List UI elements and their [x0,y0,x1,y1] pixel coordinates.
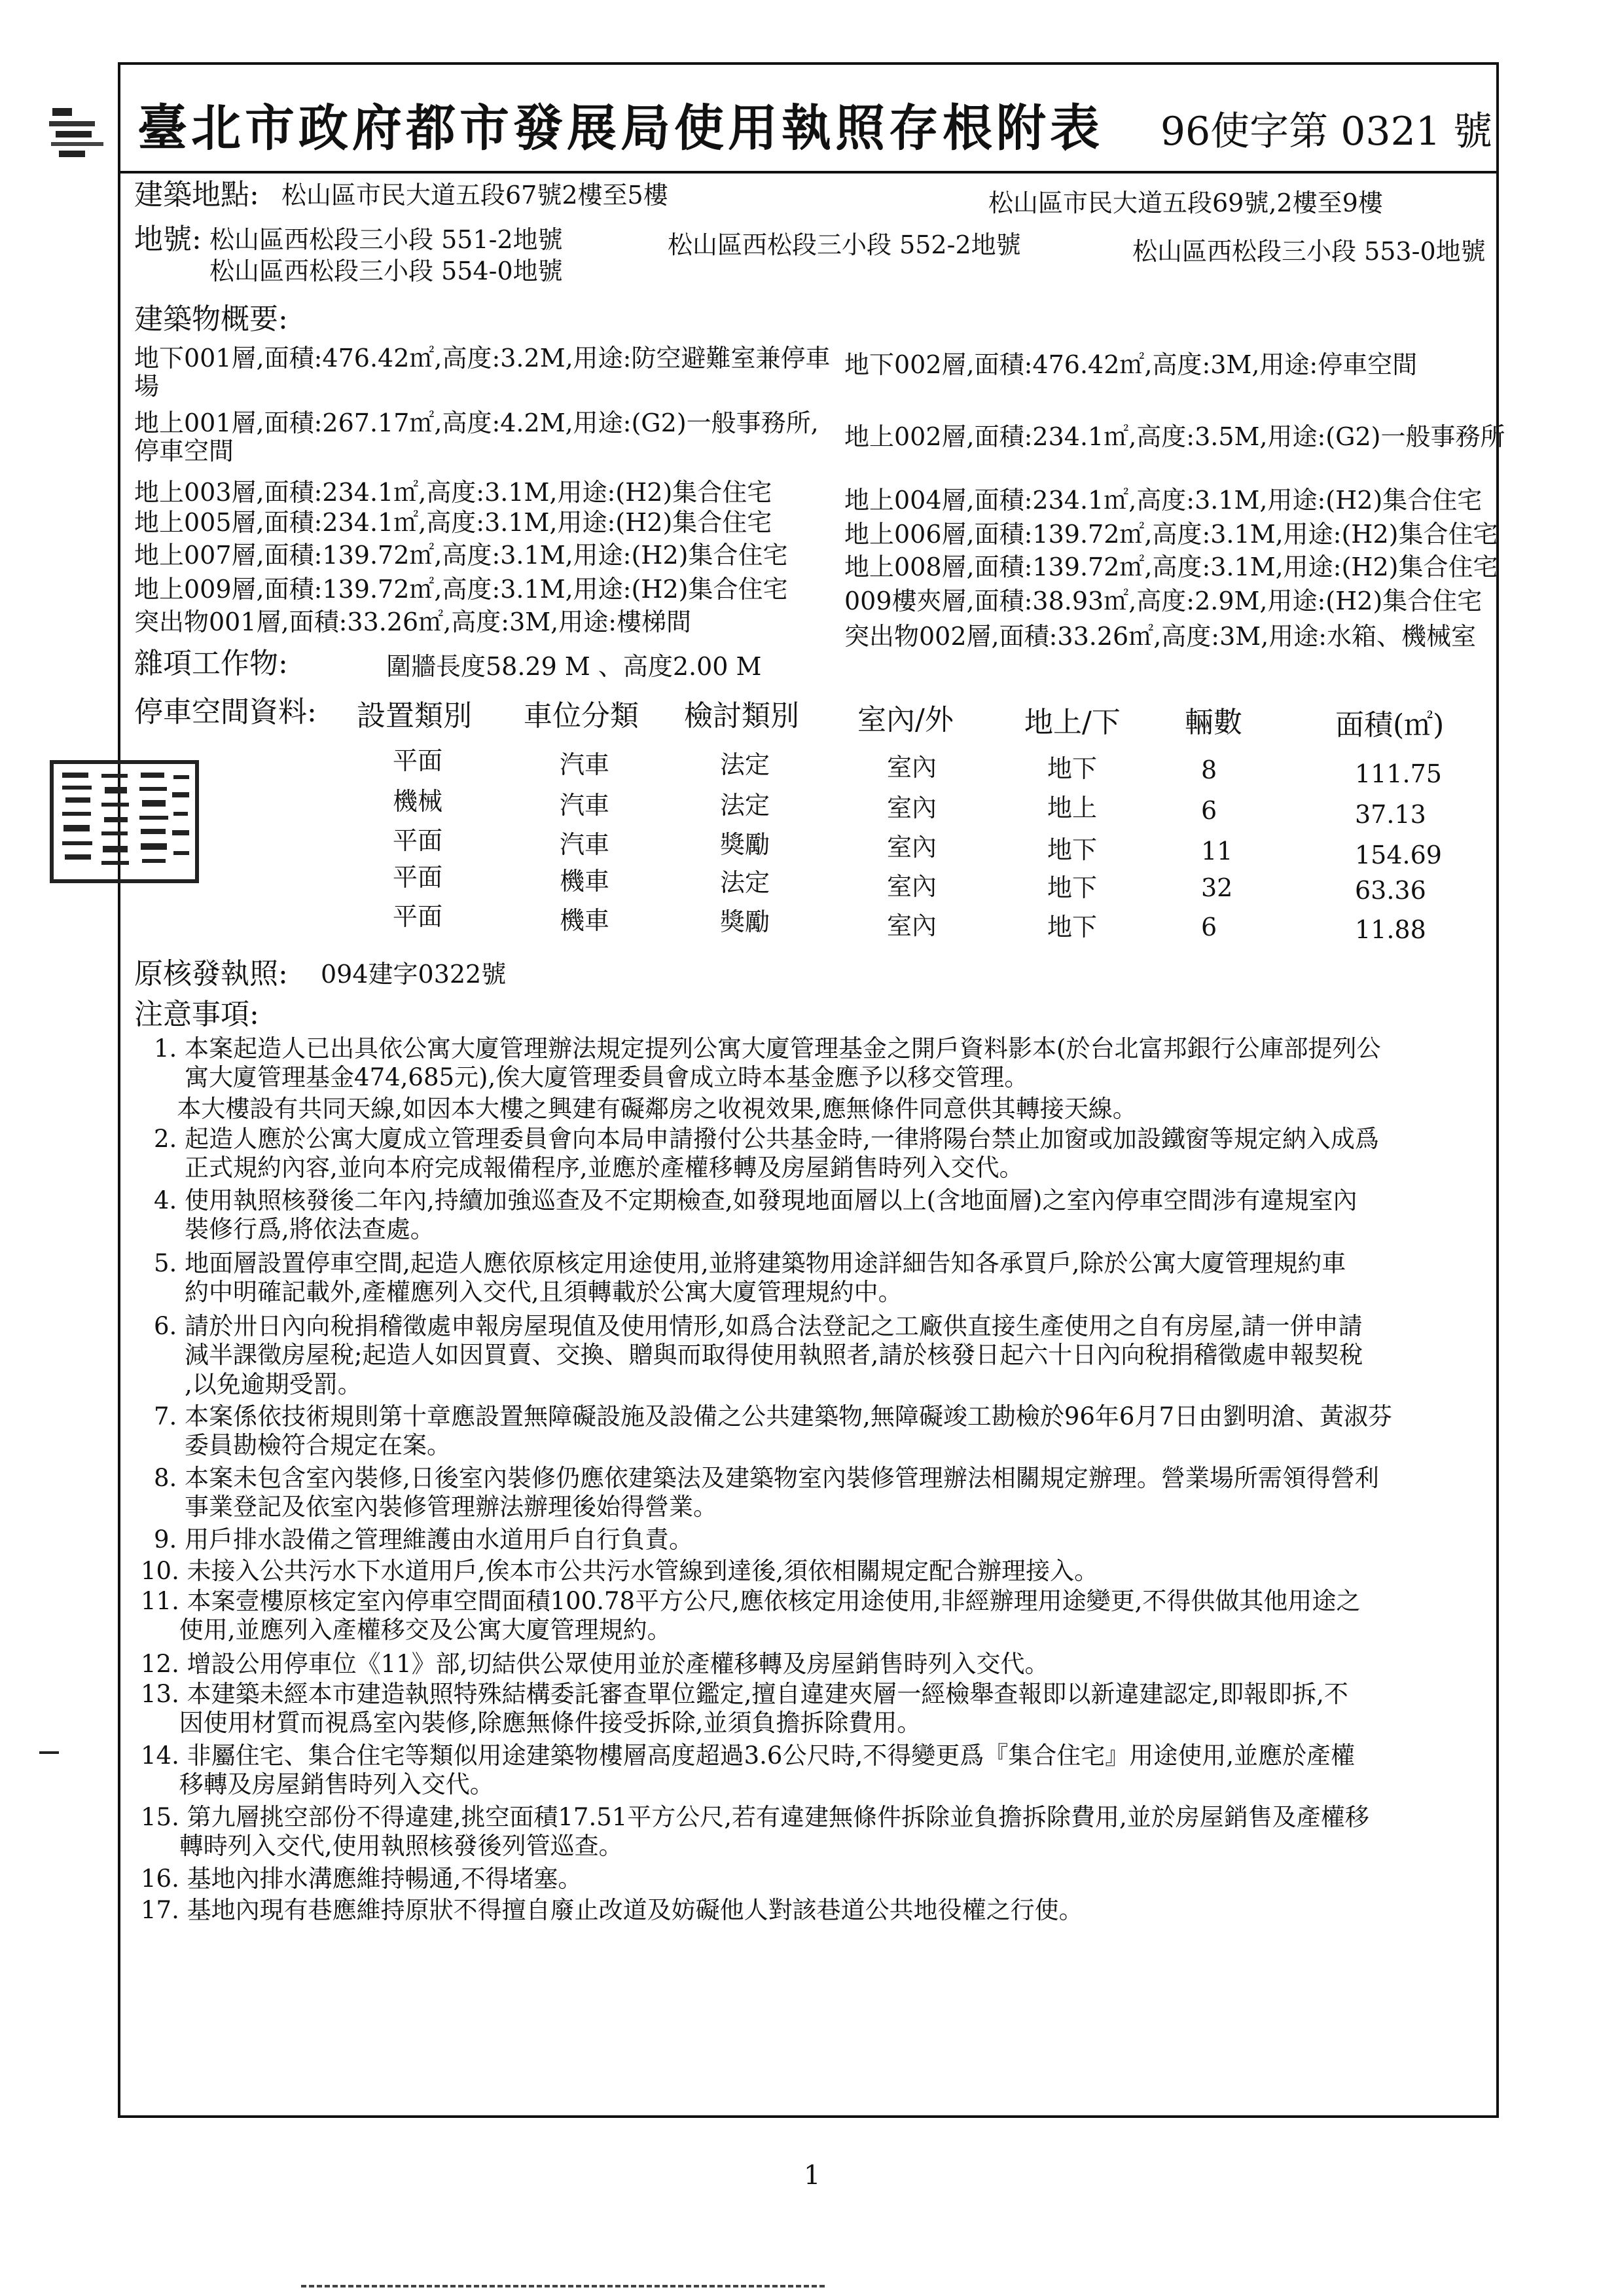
table-cell: 地下 [1047,835,1098,864]
table-cell: 37.13 [1355,800,1426,829]
permit-number: 96使字第 0321 號 [1160,109,1492,155]
list-item: 6. 請於卅日內向稅捐稽徵處申報房屋現值及使用情形,如爲合法登記之工廠供直接生產使用之自有房屋,請一併申請 減半課徵房屋稅;起造人如因買賣、交換、贈與而取得使用執照者,請於核發日起六十日內向稅捐稽徵處申報契稅 ,以免逾期受罰。 [154,1312,1363,1398]
table-cell: 地上 [1047,793,1098,822]
parking-header-type: 設置類別 [357,699,472,733]
table-cell: 平面 [393,746,443,775]
list-item: 16. 基地內排水溝應維持暢通,不得堵塞。 [141,1865,583,1893]
lot-number-1: 松山區西松段三小段 551-2地號 [209,225,563,254]
table-cell: 機車 [560,867,610,896]
table-cell: 63.36 [1355,876,1426,905]
table-cell: 機械 [393,787,443,816]
list-item: 13. 本建築未經本市建造執照特殊結構委託審查單位鑑定,擅自違建夾層一經檢舉查報即以新違建認定,即報即拆,不 因使用材質而視爲室內裝修,除應無條件接受拆除,並須負擔拆除費用。 [141,1680,1348,1738]
parking-header-indoor: 室內/外 [857,703,954,737]
lot-label: 地號: [134,223,202,256]
page-number: 1 [804,2160,821,2191]
overview-f3: 地上003層,面積:234.1㎡,高度:3.1M,用途:(H2)集合住宅 [134,478,772,507]
overview-f4: 地上004層,面積:234.1㎡,高度:3.1M,用途:(H2)集合住宅 [844,486,1483,515]
table-cell: 汽車 [560,750,610,779]
table-cell: 室內 [887,872,937,901]
lot-number-2: 松山區西松段三小段 552-2地號 [668,230,1021,259]
document-title: 臺北市政府都市發展局使用執照存根附表 [137,99,1104,157]
lot-number-3: 松山區西松段三小段 553-0地號 [1132,237,1486,266]
overview-p2: 突出物002層,面積:33.26㎡,高度:3M,用途:水箱、機械室 [844,622,1477,651]
table-cell: 汽車 [560,830,610,859]
parking-header-count: 輛數 [1185,706,1242,739]
table-cell: 機車 [560,906,610,935]
list-item: 2. 起造人應於公寓大廈成立管理委員會向本局申請撥付公共基金時,一律將陽台禁止加窗或加設鐵窗等規定納入成爲 正式規約內容,並向本府完成報備程序,並應於產權移轉及房屋銷售時列入交代。 [154,1125,1379,1182]
overview-f7: 地上007層,面積:139.72㎡,高度:3.1M,用途:(H2)集合住宅 [134,541,788,570]
table-cell: 平面 [393,863,443,892]
misc-label: 雜項工作物: [134,647,288,680]
table-cell: 8 [1201,756,1217,784]
table-cell: 室內 [887,833,937,862]
table-cell: 室內 [887,911,937,940]
table-cell: 獎勵 [720,830,770,859]
table-cell: 室內 [887,753,937,782]
overview-f1-cont: 停車空間 [134,437,234,465]
overview-label: 建築物概要: [134,302,288,336]
lot-number-4: 松山區西松段三小段 554-0地號 [209,257,563,285]
overview-b1-cont: 場 [134,372,160,401]
location-address-2: 松山區市民大道五段69號,2樓至9樓 [988,189,1383,217]
overview-f9-mezzanine: 009樓夾層,面積:38.93㎡,高度:2.9M,用途:(H2)集合住宅 [844,587,1483,615]
table-cell: 32 [1201,873,1233,902]
overview-f6: 地上006層,面積:139.72㎡,高度:3.1M,用途:(H2)集合住宅 [844,520,1498,549]
official-seal-stamp [49,759,200,884]
list-item: 1. 本案起造人已出具依公寓大廈管理辦法規定提列公寓大廈管理基金之開戶資料影本(於台北富邦銀行公庫部提列公 寓大廈管理基金474,685元),俟大廈管理委員會成立時本基金應予以移交管理。 [154,1034,1381,1092]
misc-value: 圍牆長度58.29 M 、高度2.00 M [386,652,762,681]
table-cell: 法定 [720,791,770,820]
table-cell: 11.88 [1355,915,1426,944]
overview-p1: 突出物001層,面積:33.26㎡,高度:3M,用途:樓梯間 [134,608,692,636]
table-cell: 111.75 [1355,759,1442,788]
list-item: 14. 非屬住宅、集合住宅等類似用途建築物樓層高度超過3.6公尺時,不得變更爲『集合住宅』用途使用,並應於產權 移轉及房屋銷售時列入交代。 [141,1741,1355,1799]
overview-f1: 地上001層,面積:267.17㎡,高度:4.2M,用途:(G2)一般事務所, [134,409,819,437]
table-cell: 法定 [720,750,770,779]
list-item: 8. 本案未包含室內裝修,日後室內裝修仍應依建築法及建築物室內裝修管理辦法相關規定辦理。營業場所需領得營利 事業登記及依室內裝修管理辦法辦理後始得營業。 [154,1464,1379,1522]
overview-b1: 地下001層,面積:476.42㎡,高度:3.2M,用途:防空避難室兼停車 [134,344,831,373]
table-cell: 地下 [1047,873,1098,902]
list-item: 15. 第九層挑空部份不得違建,挑空面積17.51平方公尺,若有違建無條件拆除並負擔拆除費用,並於房屋銷售及產權移 轉時列入交代,使用執照核發後列管巡查。 [141,1803,1369,1861]
table-cell: 6 [1201,796,1217,825]
original-permit-label: 原核發執照: [134,957,288,991]
list-item: 4. 使用執照核發後二年內,持續加強巡查及不定期檢查,如發現地面層以上(含地面層)之室內停車空間涉有違規室內 裝修行爲,將依法查處。 [154,1186,1357,1244]
parking-header-level: 地上/下 [1024,706,1121,739]
list-item: 7. 本案係依技術規則第十章應設置無障礙設施及設備之公共建築物,無障礙竣工勘檢於96年6月7日由劉明滄、黃淑芬 委員勘檢符合規定在案。 [154,1402,1392,1460]
header [118,62,1499,173]
list-item: 17. 基地內現有巷應維持原狀不得擅自廢止改道及妨礙他人對該巷道公共地役權之行使。 [141,1896,1083,1924]
parking-header-review: 檢討類別 [684,699,799,733]
margin-mark [39,1751,59,1754]
table-cell: 11 [1201,837,1233,866]
location-label: 建築地點: [134,178,259,211]
overview-b2: 地下002層,面積:476.42㎡,高度:3M,用途:停車空間 [844,350,1418,379]
original-permit-value: 094建字0322號 [321,960,507,989]
parking-header-category: 車位分類 [524,699,639,733]
location-address-1: 松山區市民大道五段67號2樓至5樓 [281,181,668,210]
list-item: 本大樓設有共同天線,如因本大樓之興建有礙鄰房之收視效果,應無條件同意供其轉接天線。 [154,1095,1137,1123]
table-cell: 154.69 [1355,841,1442,869]
list-item: 12. 增設公用停車位《11》部,切結供公眾使用並於產權移轉及房屋銷售時列入交代。 [141,1650,1049,1678]
table-cell: 法定 [720,868,770,897]
scan-artifact-icon [46,101,124,164]
scan-smudge [301,2285,825,2291]
table-cell: 獎勵 [720,907,770,936]
table-cell: 汽車 [560,791,610,820]
list-item: 9. 用戶排水設備之管理維護由水道用戶自行負責。 [154,1525,694,1554]
table-cell: 地下 [1047,913,1098,941]
parking-label: 停車空間資料: [134,695,317,729]
table-cell: 室內 [887,793,937,822]
list-item: 11. 本案壹樓原核定室內停車空間面積100.78平方公尺,應依核定用途使用,非經辦理用途變更,不得供做其他用途之 使用,並應列入產權移交及公寓大廈管理規約。 [141,1587,1361,1645]
parking-header-area: 面積(㎡) [1335,708,1445,742]
table-cell: 平面 [393,826,443,855]
overview-f8: 地上008層,面積:139.72㎡,高度:3.1M,用途:(H2)集合住宅 [844,553,1498,581]
notes-label: 注意事項: [134,998,259,1031]
table-cell: 6 [1201,913,1217,941]
overview-f5: 地上005層,面積:234.1㎡,高度:3.1M,用途:(H2)集合住宅 [134,508,772,537]
list-item: 5. 地面層設置停車空間,起造人應依原核定用途使用,並將建築物用途詳細告知各承買戶,除於公寓大廈管理規約車 約中明確記載外,產權應列入交代,且須轉載於公寓大廈管理規約中。 [154,1249,1346,1307]
table-cell: 地下 [1047,754,1098,783]
table-cell: 平面 [393,902,443,931]
list-item: 10. 未接入公共污水下水道用戶,俟本市公共污水管線到達後,須依相關規定配合辦理接入。 [141,1557,1099,1585]
overview-f9: 地上009層,面積:139.72㎡,高度:3.1M,用途:(H2)集合住宅 [134,575,788,604]
overview-f2: 地上002層,面積:234.1㎡,高度:3.5M,用途:(G2)一般事務所 [844,422,1505,451]
